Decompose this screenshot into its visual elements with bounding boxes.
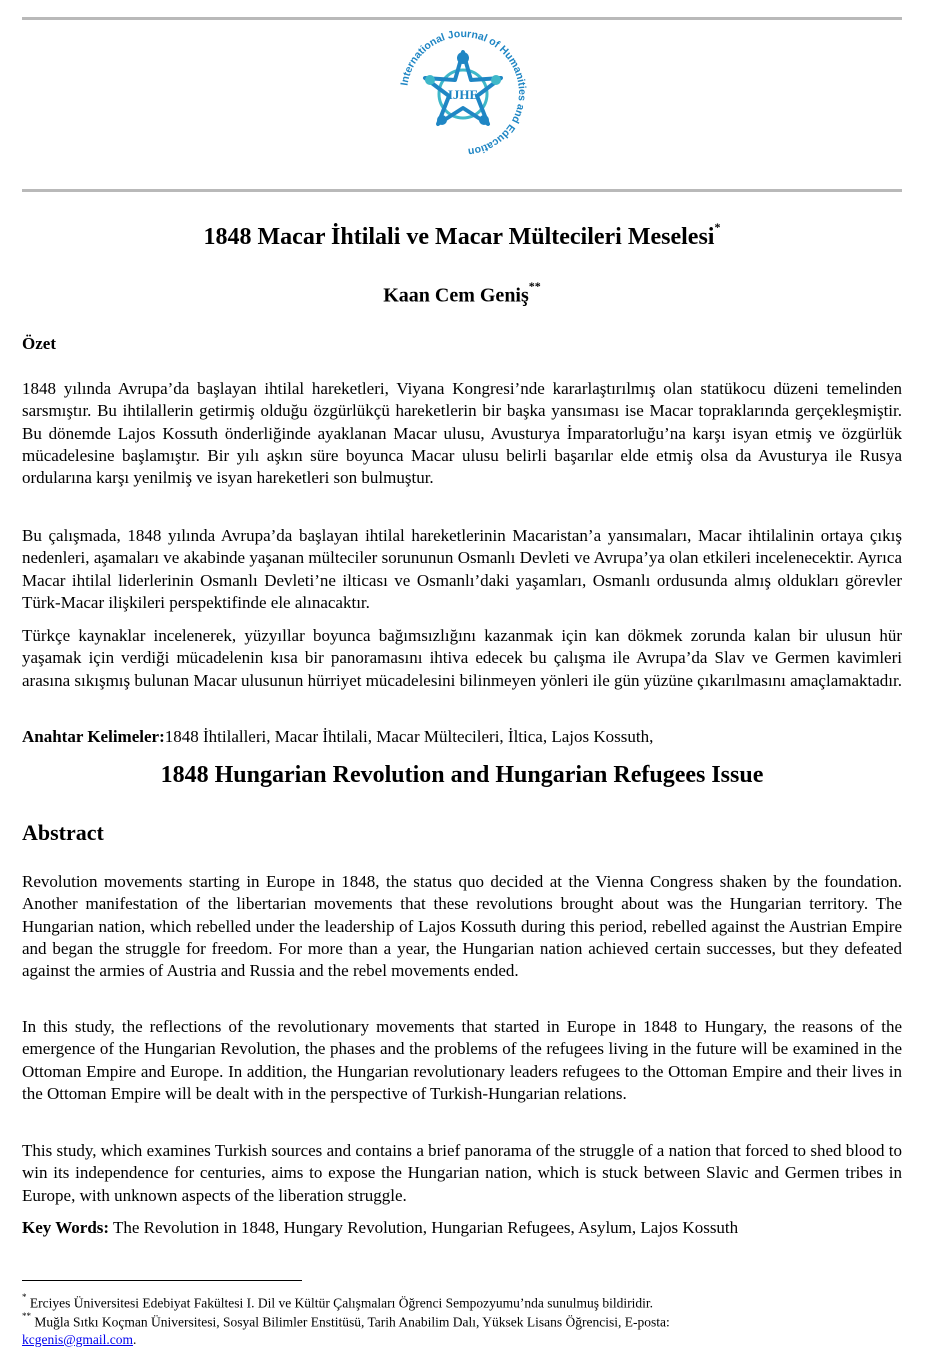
turkish-paragraph-3: Türkçe kaynaklar incelenerek, yüzyıllar boyunca bağımsızlığını kazanmak için kan dökmek zorunda kalan bir ulusun hür yaşamak için verdiği mücadelenin kısa bir panoramasını ihtiva edecek bu çalışma ile Avrupa’da Slav ve Germen kavimleri arasına sıkışmış bulunan Macar ulusunun hürriyet mücadelesini bilinmeyen yönleri ile gün yüzüne çıkarılmasını amaçlamaktadır. [22,626,902,690]
english-keywords-label: Key Words: [22,1218,110,1237]
turkish-title [22,220,902,251]
logo-abbreviation: IJHE [447,87,479,102]
turkish-title-text: 1848 Macar İhtilali ve Macar Mültecileri Meselesi [203,224,715,250]
header-bottom-rule [22,189,902,192]
title-footnote-marker: * [714,220,721,234]
header-top-rule [22,17,902,20]
english-paragraph-2: In this study, the reflections of the revolutionary movements that started in Europe in 1848 to Hungary, the reasons of the emergence of the Hungarian Revolution, the phases and the problems of the refugees living in the future will be examined in the Ottoman Empire and Europe. In addition, the Hungarian revolutionary leaders refugees to the Ottoman Empire and their lives in the Ottoman Empire will be dealt with in the perspective of Turkish-Hungarian relations. [22,1017,902,1103]
turkish-keywords-label: Anahtar Kelimeler: [22,727,165,746]
footnote-1-text: Erciyes Üniversitesi Edebiyat Fakültesi I. Dil ve Kültür Çalışmaları Öğrenci Sempozyumu’nda sunulmuş bildiridir. [26,1295,654,1311]
footnote-2-marker: ** [22,1311,31,1321]
english-paragraph-3: This study, which examines Turkish sources and contains a brief panorama of the struggle of a nation that forced to shed blood to win its independence for centuries, aims to expose the Hungarian nation, which is stuck between Slavic and Germen tribes in Europe, with unknown aspects of the liberation struggle. [22,1141,902,1205]
footnote-2-text: Muğla Sıtkı Koçman Üniversitesi, Sosyal Bilimler Enstitüsü, Tarih Anabilim Dalı, Yüksek Lisans Öğrencisi, E-posta: [31,1314,670,1330]
footnote-separator [22,1280,302,1281]
footnote-1 [22,1291,902,1312]
author-name: Kaan Cem Geniş [383,284,529,307]
english-keywords [22,1218,922,1238]
turkish-keywords [22,727,922,747]
turkish-abstract-heading: Özet [22,334,56,353]
english-title: 1848 Hungarian Revolution and Hungarian Refugees Issue [160,762,764,788]
footnote-1-marker: * [22,1292,27,1302]
author-footnote-marker: ** [528,279,541,293]
turkish-keywords-text: 1848 İhtilalleri, Macar İhtilali, Macar Mültecileri, İltica, Lajos Kossuth, [164,727,654,746]
english-abstract-heading: Abstract [22,820,104,845]
english-keywords-text: The Revolution in 1848, Hungary Revolution, Hungarian Refugees, Asylum, Lajos Kossuth [109,1218,739,1237]
author-line [22,279,902,308]
email-suffix: . [133,1331,137,1347]
turkish-paragraph-2: Bu çalışmada, 1848 yılında Avrupa’da başlayan ihtilal hareketlerinin Macaristan’a yansımaları, Macar ihtilalinin ortaya çıkış nedenleri, aşamaları ve akabinde yaşanan mülteciler sorununun Osmanlı Devleti ve Avrupa’ya olan etkileri incelenecektir. Ayrıca Macar ihtilal liderlerinin Osmanlı Devleti’ne ilticası ve Osmanlı’daki yaşamları, Osmanlı ordusunda almış oldukları görevler Türk-Macar ilişkileri perspektifinde ele alınacaktır. [22,526,902,612]
author-email-link[interactable]: kcgenis@gmail.com [22,1331,134,1347]
footnote-2 [22,1310,902,1348]
journal-logo [398,28,528,158]
english-paragraph-1: Revolution movements starting in Europe in 1848, the status quo decided at the Vienna Congress shaken by the foundation. Another manifestation of the libertarian movements that these revolutions brought about was the Hungarian territory. The Hungarian nation, which rebelled under the leadership of Lajos Kossuth during this period, rebelled against the Austrian Empire and began the struggle for freedom. For more than a year, the Hungarian nation achieved certain successes, but they defeated against the armies of Austria and Russia and the rebel movements ended. [22,872,902,981]
logo-ring-text: International Journal of Humanities and Education [398,28,528,158]
turkish-paragraph-1: 1848 yılında Avrupa’da başlayan ihtilal hareketleri, Viyana Kongresi’nde kararlaştırılmış olan statükocu düzeni temelinden sarsmıştır. Bu ihtilallerin getirmiş olduğu özgürlükçü hareketlerin bir başka yansıması ise Macar topraklarında gerçekleşmiştir. Bu dönemde Lajos Kossuth önderliğinde ayaklanan Macar ulusu, Avusturya İmparatorluğu’na karşı isyan etmiş ve özgürlük mücadelesine başlamıştır. Bir yılı aşkın süre boyunca Macar ulusu belirli başarılar elde etmiş olsa da Avusturya ile Rusya ordularına karşı yenilmiş ve isyan hareketleri son bulmuştur. [22,379,902,488]
